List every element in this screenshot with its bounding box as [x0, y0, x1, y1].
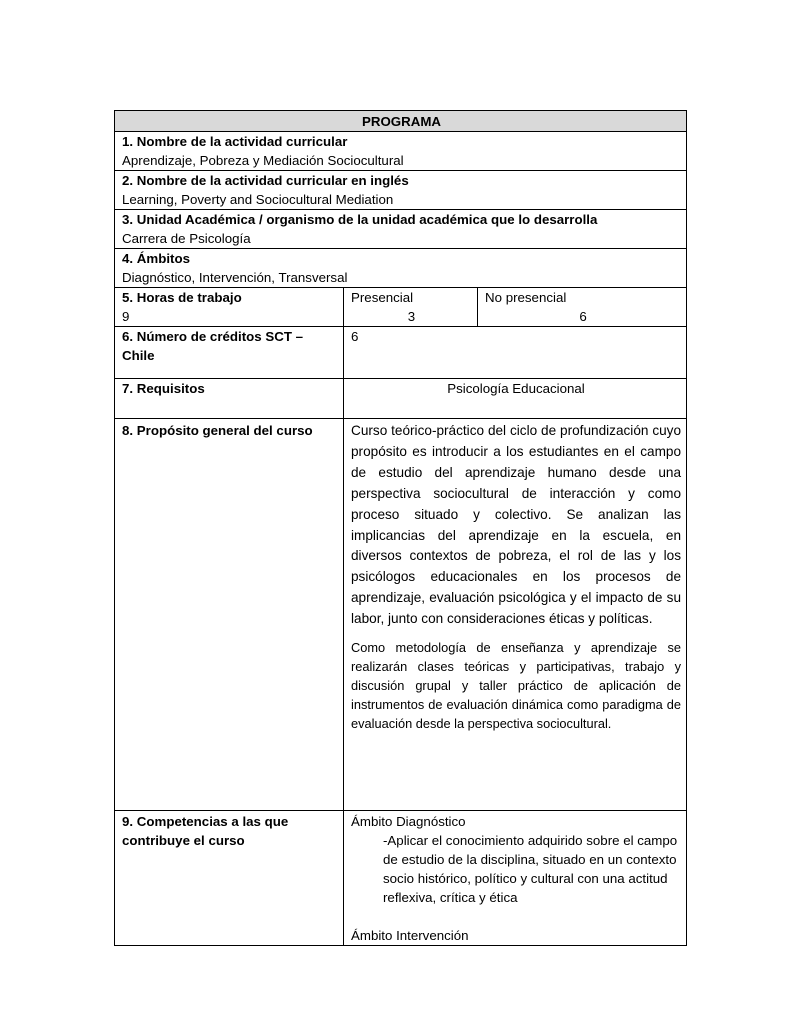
section-3-label: 3. Unidad Académica / organismo de la unidad académica que lo desarrolla — [122, 212, 598, 227]
section-6-label-line1: 6. Número de créditos SCT – — [122, 329, 304, 344]
section-8-paragraph-1: Curso teórico-práctico del ciclo de profundización cuyo propósito es introducir a los estudiantes en el campo de estudio del aprendizaje humano desde una perspectiva sociocultural de interacción y como proceso situado y colectivo. Se analizan las implicancias del aprendizaje en la escuela, en diversos contextos de pobreza, el rol de las y los psicólogos educacionales en los procesos de aprendizaje, evaluación psicológica y el impacto de su labor, junto con consideraciones éticas y políticas. — [351, 423, 682, 627]
section-7-value: Psicología Educacional — [447, 381, 585, 396]
section-5-total: 9 — [122, 309, 130, 324]
section-6-row — [115, 327, 687, 379]
section-1-label: 1. Nombre de la actividad curricular — [122, 134, 348, 149]
presencial-label: Presencial — [351, 290, 414, 305]
section-7-row — [115, 379, 687, 419]
ambito-intervencion-heading: Ámbito Intervención — [351, 928, 469, 943]
program-table — [114, 110, 687, 946]
section-6-label-line2: Chile — [122, 348, 155, 363]
section-5-row — [115, 288, 687, 327]
section-9-label-line1: 9. Competencias a las que — [122, 814, 289, 829]
section-9-row — [115, 811, 687, 946]
program-title: PROGRAMA — [115, 111, 687, 132]
ambito-diagnostico-heading: Ámbito Diagnóstico — [351, 814, 466, 829]
section-6-value: 6 — [351, 329, 359, 344]
ambito-diagnostico-item: -Aplicar el conocimiento adquirido sobre el campo de estudio de la disciplina, situado en un contexto socio histórico, político y cultural con una actitud reflexiva, crítica y ética — [383, 833, 678, 905]
section-2-value: Learning, Poverty and Sociocultural Mediation — [122, 192, 394, 207]
section-9-label-line2: contribuye el curso — [122, 833, 245, 848]
program-document — [114, 110, 686, 946]
section-3-row — [115, 210, 687, 249]
section-8-row — [115, 419, 687, 811]
section-7-label: 7. Requisitos — [122, 381, 205, 396]
section-2-row — [115, 171, 687, 210]
section-3-value: Carrera de Psicología — [122, 231, 251, 246]
section-4-label: 4. Ámbitos — [122, 251, 190, 266]
spacer — [351, 907, 681, 926]
section-5-label: 5. Horas de trabajo — [122, 290, 242, 305]
title-row — [115, 111, 687, 132]
section-1-row — [115, 132, 687, 171]
section-2-label: 2. Nombre de la actividad curricular en inglés — [122, 173, 409, 188]
no-presencial-label: No presencial — [485, 290, 567, 305]
section-1-value: Aprendizaje, Pobreza y Mediación Sociocultural — [122, 153, 404, 168]
section-8-label: 8. Propósito general del curso — [122, 423, 313, 438]
section-4-row — [115, 249, 687, 288]
presencial-value: 3 — [407, 309, 416, 324]
no-presencial-value: 6 — [579, 309, 587, 324]
section-8-paragraph-2: Como metodología de enseñanza y aprendizaje se realizarán clases teóricas y participativas, trabajo y discusión grupal y taller práctico de aplicación de instrumentos de evaluación dinámica como paradigma de evaluación desde la perspectiva sociocultural. — [351, 640, 682, 732]
section-4-value: Diagnóstico, Intervención, Transversal — [122, 270, 348, 285]
